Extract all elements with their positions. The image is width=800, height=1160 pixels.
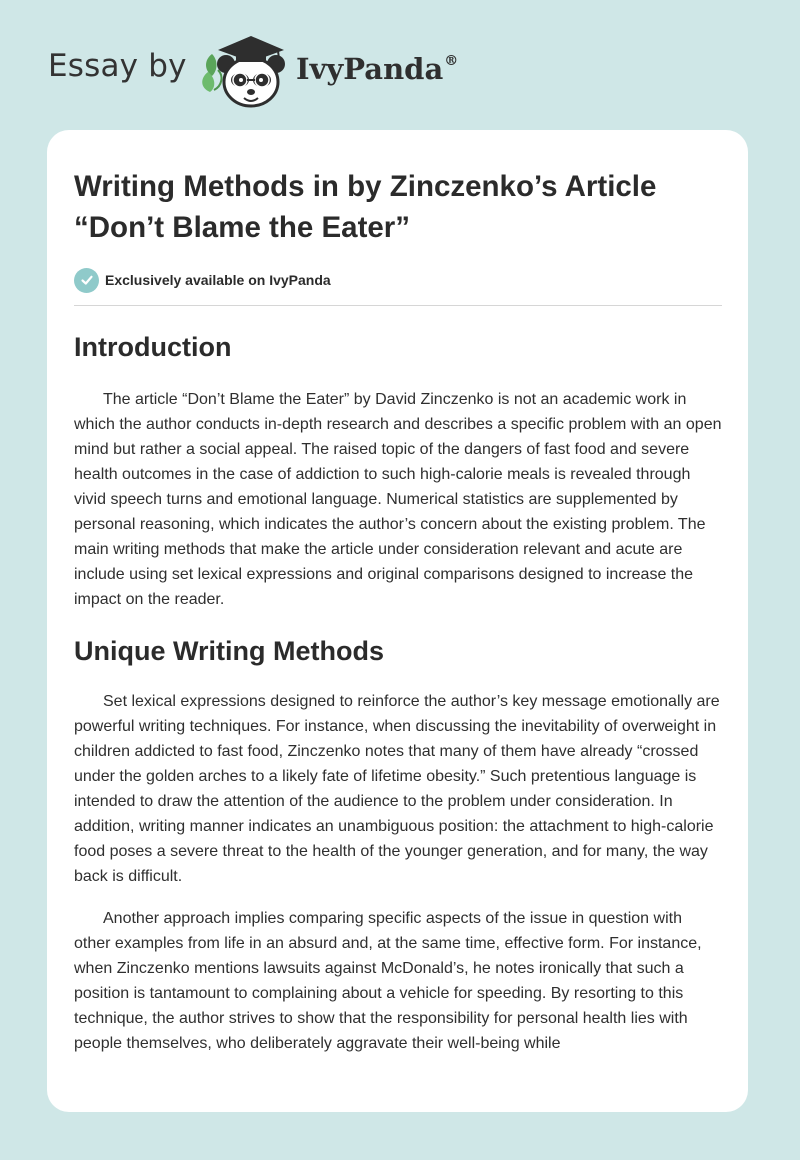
title-divider	[74, 305, 722, 306]
registered-mark: ®	[444, 53, 459, 69]
article-title: Writing Methods in by Zinczenko’s Article “Don’t Blame the Eater”	[74, 170, 657, 244]
article-card	[47, 130, 748, 1112]
exclusive-label: Exclusively available on IvyPanda	[105, 272, 331, 288]
exclusive-badge	[74, 267, 722, 293]
panda-logo-icon	[198, 30, 298, 110]
brand-prefix: Essay by	[48, 48, 187, 84]
paragraph: Set lexical expressions designed to reinforce the author’s key message emotionally are powerful writing techniques. For instance, when discussing the inevitability of overweight in children addicted to fast food, Zinczenko notes that many of them have already “crossed under the golden arches to a likely fate of lifetime obesity.” Such pretentious language is intended to draw the attention of the audience to the problem under consideration. In addition, writing manner indicates an unambiguous position: the attachment to high-calorie food poses a severe threat to the health of the younger generation, and for many, the way back is difficult.	[74, 693, 720, 885]
check-circle-icon	[74, 268, 99, 293]
paragraph: The article “Don’t Blame the Eater” by David Zinczenko is not an academic work in which the author conducts in-depth research and describes a specific problem with an open mind but rather a social appeal. The raised topic of the dangers of fast food and severe health outcomes in the case of addiction to such high-calorie meals is revealed through vivid speech turns and emotional language. Numerical statistics are supplemented by personal reasoning, which indicates the author’s concern about the existing problem. The main writing methods that make the article under consideration relevant and acute are include using set lexical expressions and original comparisons designed to increase the impact on the reader.	[74, 391, 722, 608]
section-heading-introduction: Introduction	[74, 332, 232, 362]
paragraph: Another approach implies comparing specific aspects of the issue in question with other examples from life in an absurd and, at the same time, effective form. For instance, when Zinczenko mentions lawsuits against McDonald’s, he notes ironically that such a position is tantamount to complaining about a vehicle for speeding. By resorting to this technique, the author strives to show that the responsibility for personal health lies with people themselves, who deliberately aggravate their well-being while	[74, 910, 702, 1052]
brand-name: IvyPanda®	[296, 52, 459, 86]
site-brand[interactable]	[48, 30, 488, 110]
article-content	[74, 166, 722, 1056]
section-heading-unique-writing-methods: Unique Writing Methods	[74, 636, 384, 666]
